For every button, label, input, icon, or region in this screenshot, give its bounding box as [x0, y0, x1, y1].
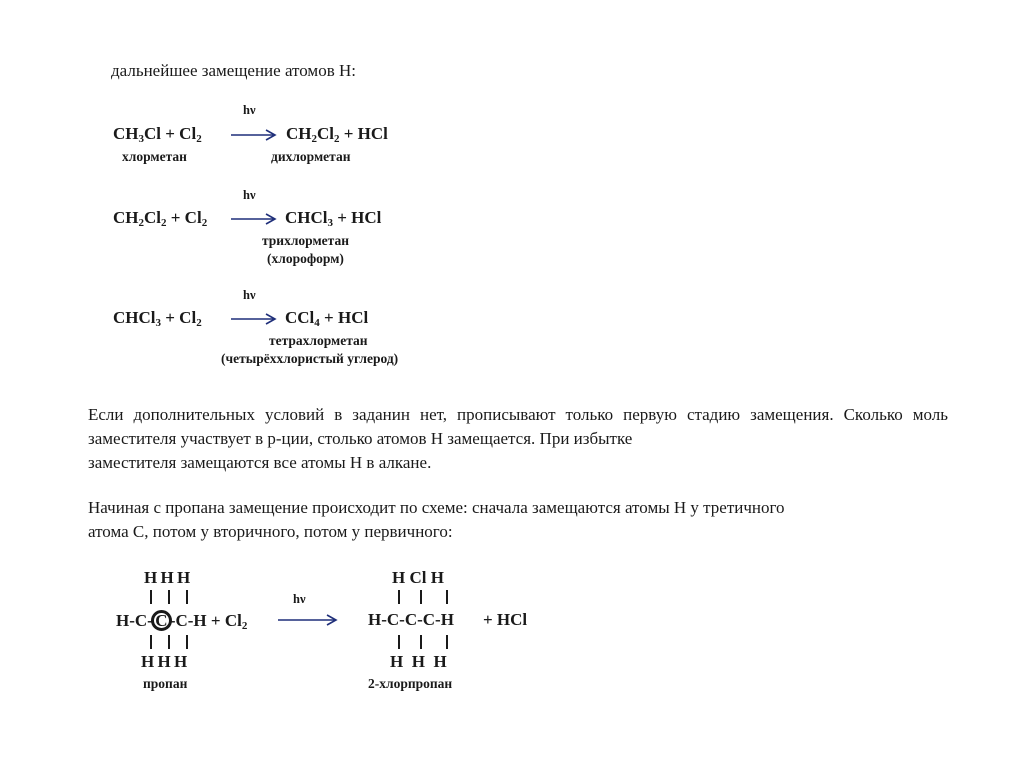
propane-bond-top-1 [150, 590, 152, 604]
propane-bond-top-2 [168, 590, 170, 604]
carbon-tetrachloride-label: (четырёххлористый углерод) [221, 351, 399, 366]
product-bond-bottom-2 [420, 635, 422, 649]
hv-label-4: hν [293, 592, 306, 606]
product-chain: Н-С-С-С-Н [368, 610, 454, 629]
propane-bond-bottom-2 [168, 635, 170, 649]
product-top-substituents: Н Cl Н [392, 568, 444, 587]
intro-text: дальнейшее замещение атомов Н: [111, 61, 356, 80]
paragraph-2-last-line: атома С, потом у вторичного, потом у первичного: [88, 522, 453, 541]
product-bond-bottom-3 [446, 635, 448, 649]
tetrachloromethane-label: тетрахлорметан [269, 333, 368, 348]
paragraph-1-last-line: заместителя замещаются все атомы Н в алкане. [88, 453, 432, 472]
reaction-3-rhs: CCl$_4$ + HCl [285, 308, 369, 329]
propane-bond-top-3 [186, 590, 188, 604]
reaction-2-rhs: CHCl$_3$ + HCl [285, 208, 382, 229]
hv-label-1: hν [243, 103, 256, 117]
propane-bond-bottom-1 [150, 635, 152, 649]
hv-label-3: hν [243, 288, 256, 302]
product-bottom-h: Н Н Н [390, 652, 447, 671]
product-bond-top-3 [446, 590, 448, 604]
product-bond-top-1 [398, 590, 400, 604]
paragraph-1 [88, 403, 948, 475]
reaction-2-lhs: $CH_2Cl_2 + Cl_2$ [113, 208, 208, 229]
product-bond-bottom-1 [398, 635, 400, 649]
chloroform-label: (хлороформ) [267, 251, 344, 266]
propane-top-h: Н Н Н [144, 568, 191, 587]
paragraph-1-text: Если дополнительных условий в заданин нет, прописывают только первую стадию замещения. Сколько моль заместителя участвует в р-ции, столько атомов Н замещается. При избытке [88, 405, 948, 448]
dichloromethane-label: дихлорметан [271, 149, 351, 164]
trichloromethane-label: трихлорметан [262, 233, 349, 248]
reaction-1-lhs: $CH_3Cl + Cl_2$ [113, 124, 202, 145]
propane-label: пропан [143, 676, 188, 691]
paragraph-2 [88, 496, 948, 544]
propane-bond-bottom-3 [186, 635, 188, 649]
product-hcl: + HCl [483, 610, 528, 629]
reaction-arrow-icon-3 [231, 313, 277, 325]
propane-bottom-h: Н Н Н [141, 652, 188, 671]
2-chloropropane-label: 2-хлорпропан [368, 676, 453, 691]
reaction-arrow-icon-1 [231, 129, 277, 141]
reaction-1-rhs: $CH_2Cl_2$ + HCl [286, 124, 388, 145]
product-bond-top-2 [420, 590, 422, 604]
hv-label-2: hν [243, 188, 256, 202]
propane-chain: Н-С- С $-С-Н + Cl_2$ [116, 611, 248, 632]
reaction-arrow-icon-2 [231, 213, 277, 225]
paragraph-2-text: Начиная с пропана замещение происходит по схеме: сначала замещаются атомы Н у третичного [88, 498, 785, 517]
chloromethane-label: хлорметан [122, 149, 187, 164]
reaction-arrow-icon-4 [278, 614, 338, 626]
secondary-carbon-highlight: С [151, 610, 172, 631]
reaction-3-lhs: CHCl$_3$ + $Cl_2$ [113, 308, 202, 329]
